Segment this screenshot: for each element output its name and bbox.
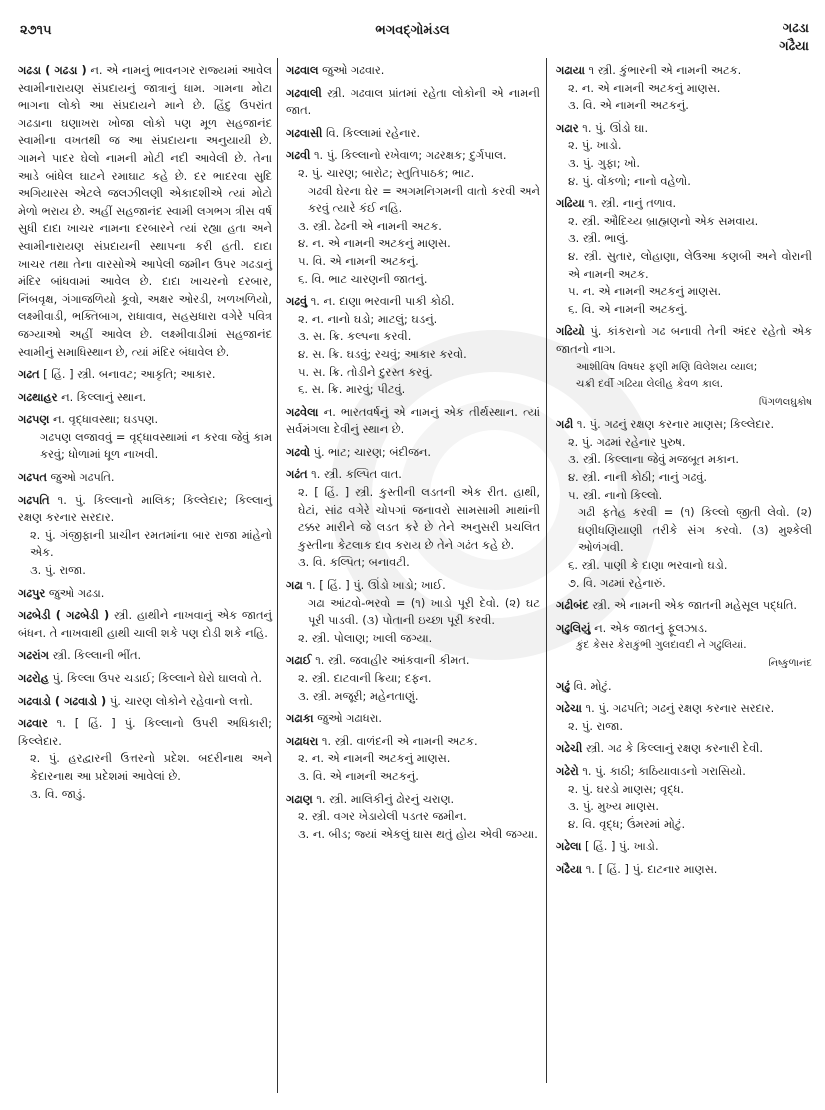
dictionary-entry (18, 670, 272, 688)
entry-definition (556, 700, 812, 718)
definition-text: ન. એક જાતનું ફૂલઝાડ. (594, 620, 708, 635)
entry-definition (18, 469, 272, 487)
headword: ગઢપત (18, 470, 47, 485)
sense: ૩. પું. ગુફા; ખો. (568, 155, 640, 170)
definition-text: ૧. પું. ઊંડો ઘા. (582, 120, 649, 135)
definition-text: પું. કિલ્લા ઉપર ચડાઈ; કિલ્લાને ઘેરો ઘાલવો તે. (52, 671, 262, 685)
headword: ગઢડા ( ગઢડા ) (18, 63, 87, 77)
dictionary-entry (18, 62, 272, 361)
headword: ગઢવી (286, 148, 311, 163)
entry-definition (18, 585, 272, 603)
dictionary-entry (18, 647, 272, 665)
headword: ગઢૈયા (556, 861, 583, 876)
definition-text: [ હિં. ] સ્ત્રી. બનાવટ; આકૃતિ; આકાર. (43, 367, 216, 382)
headword: ગઢીબંદ (556, 598, 589, 613)
sense: ૩. સ્ત્રી. મજૂરી; મહેનતાણું. (298, 688, 419, 703)
headword: ગઢરાંગ (18, 648, 49, 663)
dictionary-entry (18, 715, 272, 803)
dictionary-entry (18, 693, 272, 711)
page-number: ૨૭૧૫ (20, 23, 52, 38)
sense: ૫. સ્ત્રી. નાનો કિલ્લો. (568, 487, 663, 502)
sense: ૪. વિ. વૃદ્ધ; ઉંમરમાં મોટું. (568, 816, 686, 831)
quotation-line: કુંદ કેસર કેરાકુંભી ગુલદાવદી ને ગઢુલિયાં. (576, 639, 747, 652)
definition-text: ન. વૃદ્ધાવસ્થા; ઘડપણ. (52, 412, 159, 427)
definition-text: ૧. સ્ત્રી. માલિકીનું ઢોરનું ચરાણ. (316, 791, 455, 806)
headword: ગઢવાસી (286, 125, 323, 140)
sense: ૨. પું. ગઢમાં રહેનાર પુરુષ. (568, 434, 686, 449)
headword: ગઢથાહર (18, 389, 58, 404)
sense: ૭. વિ. ગઢમાં રહેનારું. (568, 575, 666, 590)
entry-definition (286, 733, 540, 751)
sense: ૩. સ્ત્રી. કિલ્લાના જેવું મજબૂત મકાન. (568, 452, 739, 467)
sense: ૩. સ્ત્રી. ભાલું. (568, 231, 629, 246)
page-header (0, 0, 825, 52)
dictionary-entry (286, 293, 540, 399)
sense: ૨. પું. ઘરડો માણસ; વૃદ્ધ. (568, 781, 684, 796)
sense: ૩. વિ. જાડું. (30, 786, 86, 801)
headword: ગઢુલિયું (556, 620, 591, 635)
sense: ૨. ન. એ નામની અટકનું માણસ. (568, 80, 721, 95)
sense: ૬. સ. ક્રિ. મારવું; પીટવું. (298, 382, 406, 397)
definition-text: જુઓ ગઢવાર. (322, 63, 385, 77)
headword: ગઢેલા (556, 839, 582, 854)
quotation-line: ચક્રી દર્વી ગઢિયા લેલીહ કેવળ કાલ. (576, 378, 724, 391)
entry-definition (556, 678, 812, 696)
entry-definition (556, 597, 812, 615)
sense: ૨. પું. ખાડો. (568, 138, 622, 153)
dictionary-entry (286, 444, 540, 462)
dictionary-entry (286, 733, 540, 786)
sense: ૨. પું. ચારણ; બારોટ; સ્તુતિપાઠક; ભાટ. (298, 165, 475, 180)
entry-definition (18, 389, 272, 407)
headword: ગઢવાર (18, 716, 48, 731)
headword: ગઢંત (286, 467, 308, 482)
quotation-source: પિંગળલઘુકોષ (758, 396, 812, 408)
sense: ૩. પું. રાજા. (30, 563, 86, 578)
entry-definition (18, 366, 272, 384)
entry-definition (286, 147, 540, 165)
definition-text: ૧. પું. કાઠી; કાઠિયાવાડનો ગરાસિયો. (582, 763, 746, 778)
headword: ગઢપણ (18, 412, 50, 427)
definition-text: વિ. કિલ્લામાં રહેનાર. (325, 125, 421, 140)
entry-definition (286, 466, 540, 484)
sense: ૨. [ હિં. ] સ્ત્રી. કુસ્તીની લડતની એક રીત. હાથી, ઘેટાં, સાંઢ વગેરે ચોપગાં જનાવરો સામસામી માથાંની ટક્કર મારીને જે લડત કરે છે તેને અનુસરી પ્રચલિત કુસ્તીના કેટલાક દાવ કરાય છે તેને ગઢંત કહે છે. (298, 485, 540, 552)
definition-text: વિ. મોટું. (573, 678, 612, 693)
definition-text: ૧. ન. દાણા ભરવાની પાકી કોઠી. (310, 294, 455, 309)
headword: ગઢાઈ (286, 653, 312, 668)
definition-text: ૧. સ્ત્રી. કલ્પિત વાત. (311, 467, 402, 482)
headword: ગઢી (556, 417, 574, 432)
entry-definition (18, 411, 272, 429)
quotation-source: નિષ્કુળાનંદ (768, 658, 812, 669)
idiom-phrase: ગઢી ફતેહ કરવી = (૧) કિલ્લો જીતી લેવો. (૨) ધણીધણિયાણી તરીકે સંગ કરવો. (૩) મુશ્કેલી ઓળંગવી. (578, 505, 812, 555)
dictionary-entry (286, 147, 540, 288)
definition-text: પું. ચારણ લોકોને રહેવાનો લત્તો. (109, 693, 253, 708)
sense: ૨. સ્ત્રી. દાટવાની ક્રિયા; દફન. (298, 671, 432, 685)
sense: ૫. ન. એ નામની અટકનું માણસ. (568, 284, 722, 299)
dictionary-entry (286, 791, 540, 844)
definition-text: જુઓ ગઢપતિ. (50, 470, 115, 485)
dictionary-entry (286, 85, 540, 120)
definition-text: સ્ત્રી. એ નામની એક જાતની મહેસૂલ પદ્ધતિ. (592, 598, 798, 613)
entry-definition (18, 62, 272, 361)
headword: ગઢાણ (286, 791, 313, 806)
dictionary-entry (556, 861, 812, 879)
dictionary-entry (18, 411, 272, 464)
dictionary-entry (556, 195, 812, 318)
headword: ગઢા (286, 578, 303, 593)
dictionary-entry (556, 416, 812, 592)
definition-text: જુઓ ગઢડા. (48, 585, 105, 600)
headword: ગઢેરો (556, 763, 579, 778)
entry-definition (286, 710, 540, 728)
dictionary-entry (286, 577, 540, 647)
dictionary-entry (18, 585, 272, 603)
entry-definition (18, 492, 272, 527)
definition-text: ન. કિલ્લાનું સ્થાન. (61, 389, 147, 404)
entry-definition (286, 293, 540, 311)
dictionary-entry (18, 492, 272, 580)
entry-definition (556, 416, 812, 434)
dictionary-entry (286, 125, 540, 143)
definition-text: જુઓ ગઢાધરા. (317, 711, 383, 726)
definition-text: ૧ સ્ત્રી. કુંભારની એ નામની અટક. (588, 63, 742, 77)
sense: ૫. સ. ક્રિ. તોડીને દુરસ્ત કરવું. (298, 364, 433, 379)
sense: ૨. ન. નાનો ઘડો; માટલું; ઘડનું. (298, 311, 438, 326)
headword: ગઢવેલા (286, 404, 319, 419)
quotation-line: આશીવિષ વિષધર ફણી મણિ વિલેશય વ્યાલ; (576, 360, 758, 373)
definition-text: પું. કાંકરાનો ગઢ બનાવી તેની અંદર રહેતો એક જાતનો નાગ. (556, 324, 812, 356)
dictionary-entry (556, 597, 812, 615)
definition-text: સ્ત્રી. ગઢ કે કિલ્લાનું રક્ષણ કરનારી દેવી. (585, 741, 764, 756)
entry-definition (286, 62, 540, 80)
dictionary-entry (556, 62, 812, 115)
sense: ૬. વિ. એ નામની અટકનું. (568, 301, 688, 316)
definition-text: ૧. પું. કિલ્લાનો રખેવાળ; ગઢરક્ષક; દુર્ગપાલ. (313, 148, 507, 163)
entry-definition (556, 195, 812, 213)
sense: ૬. સ્ત્રી. પાણી કે દાણા ભરવાનો ઘડો. (568, 558, 728, 573)
sense: ૫. વિ. એ નામની અટકનું. (298, 253, 419, 268)
dictionary-entry (556, 120, 812, 190)
entry-definition (286, 444, 540, 462)
headword: ગઢત (18, 367, 40, 382)
dictionary-entry (556, 763, 812, 833)
dictionary-entry (286, 710, 540, 728)
sense: ૩. વિ. કલ્પિત; બનાવટી. (298, 555, 410, 570)
definition-text: ૧. પું. ગઢનું રક્ષણ કરનાર માણસ; કિલ્લેદાર. (576, 417, 775, 432)
headword: ગઢું (556, 678, 570, 693)
column-divider (546, 58, 547, 1083)
entry-definition (18, 670, 272, 688)
book-title: ભગવદ્ગોમંડલ (375, 23, 450, 38)
definition-text: ૧. સ્ત્રી. જવાહીર આંકવાની કીમત. (315, 653, 470, 668)
headword: ગઢવું (286, 294, 308, 309)
idiom-phrase: ગઢવી ઘેરના ઘેર = અગમનિગમની વાતો કરવી અને કરવું ત્યારે કંઈ નહિ. (308, 183, 540, 216)
headword: ગઢરોહ (18, 671, 49, 685)
headword: ગઢિયા (556, 196, 585, 211)
sense: ૩. વિ. એ નામની અટકનું. (568, 98, 689, 113)
definition-text: ન. એ નામનું ભાવનગર રાજ્યમાં આવેલ સ્વામીનારાયણ સંપ્રદાયનું જાત્રાનું ધામ. ગામના મોટા ભાગના લોકો આ સંપ્રદાયને માને છે. હિંદુ ઉપરાંત ગઢડાના ઘણાખરા ખોજા લોકો પણ મૂળ સહજાનંદ સ્વામીના વખતથી જ આ સંપ્રદાયના અનુયાયી છે. ગામને પાદર ઘેલો નામની મોટી નદી આવેલી છે. તેના આડે બાંધેલ ઘાટને રમાઘાટ કહે છે. દર ભાદરવા સુદિ અગિયારસ એટલે જલઝીલણી એકાદશીએ ત્યાં મોટો મેળો ભરાય છે. અહીં સહજાનંદ સ્વામી લગભગ ત્રીસ વર્ષ સુધી દાદા ખાચર નામના દરબારને ત્યાં રહ્યા હતા અને સ્વામીનારાયણ સંપ્રદાયની સ્થાપના કરી હતી. દાદા ખાચર તથા તેના વારસોએ આપેલી જમીન ઉપર ગઢડાનું મંદિર બાંધવામાં આવેલ છે. દાદા ખાચરનો દરબાર, નિંબવૃક્ષ, ગંગાજળિયો કૂવો, અક્ષર ઓરડી, ખળખળિયો, લક્ષ્મીવાડી, ભક્તિબાગ, રાધાવાવ, સહસ્રધારા વગેરે પવિત્ર જગ્યાઓ અહીં આવેલ છે. લક્ષ્મીવાડીમાં સહજાનંદ સ્વામીનું સમાધિસ્થાન છે, ત્યાં મંદિર બંધાવેલ છે. (18, 63, 272, 359)
entry-definition (556, 620, 812, 638)
column-divider (277, 58, 278, 1093)
sense: ૨. સ્ત્રી. ઔદિચ્ય બ્રાહ્મણનો એક સમવાય. (568, 213, 759, 228)
sense: ૪. પું. વોંકળો; નાનો વહેળો. (568, 173, 691, 188)
sense: ૨. સ્ત્રી. પોલાણ; ખાલી જગ્યા. (298, 630, 433, 645)
dictionary-entry (18, 366, 272, 384)
definition-text: ૧. સ્ત્રી. વાળંદની એ નામની અટક. (321, 733, 478, 748)
sense: ૪. સ. ક્રિ. ઘડવું; રચવું; આકાર કરવો. (298, 346, 467, 361)
entry-definition (286, 125, 540, 143)
dictionary-entry (556, 678, 812, 696)
idiom-phrase: ગઢપણ લજાવવું = વૃદ્ધાવસ્થામાં ન કરવા જેવું કામ કરવું; ધોળામાં ધૂળ નાખવી. (40, 429, 272, 462)
column-2 (286, 62, 540, 848)
dictionary-entry (18, 389, 272, 407)
sense: ૩. ન. બીડ; જ્યાં એકલું ઘાસ થતું હોય એવી જગ્યા. (298, 826, 538, 841)
entry-definition (286, 577, 540, 595)
sense: ૬. વિ. ભાટ ચારણની જાતનું. (298, 271, 428, 286)
definition-text: [ હિં. ] પું. ખાડો. (585, 839, 659, 854)
dictionary-entry (556, 620, 812, 673)
dictionary-entry (556, 838, 812, 856)
definition-text: સ્ત્રી. હાથીને નાખવાનું એક જાતનું બંધન. તે નાખવાથી હાથી ચાલી શકે પણ દોડી શકે નહિ. (18, 608, 272, 640)
entry-definition (556, 323, 812, 358)
headword: ગઢાયા (556, 63, 585, 77)
sense: ૪. ન. એ નામની અટકનું માણસ. (298, 236, 451, 251)
idiom-phrase: ગઢા આંટવો-ભરવો = (૧) ખાડો પૂરી દેવો. (૨) ઘટ પૂરી પાડવી. (૩) પોતાની ઇચ્છા પૂરી કરવી. (308, 595, 540, 628)
entry-definition (286, 791, 540, 809)
sense: ૪. સ્ત્રી. નાની કોઠી; નાનું ગઢવું. (568, 470, 707, 485)
definition-text: ૧. [ હિં. ] પું. કિલ્લાનો ઉપરી અધિકારી; કિલ્લેદાર. (18, 716, 272, 748)
dictionary-entry (18, 469, 272, 487)
headword: ગઢવાલ (286, 63, 319, 77)
sense: ૩. સ. ક્રિ. કલ્પના કરવી. (298, 329, 412, 344)
sense: ૨. ન. એ નામની અટકનું માણસ. (298, 751, 451, 766)
definition-text: સ્ત્રી. કિલ્લાની ભીંત. (52, 648, 142, 663)
headword: ગઢેચી (556, 741, 583, 756)
sense: ૪. સ્ત્રી. સુતાર, લોહાણા, લેઉઆ કણબી અને વોરાની એ નામની અટક. (568, 248, 812, 281)
sense: ૨. પું. હરદ્વારની ઉત્તરનો પ્રદેશ. બદરીનાથ અને કેદારનાથ આ પ્રદેશમાં આવેલાં છે. (30, 751, 272, 783)
headword: ગઢાકા (286, 711, 314, 726)
definition-text: ન. ભારતવર્ષનું એ નામનું એક તીર્થસ્થાન. ત્યાં સર્વમંગલા દેવીનું સ્થાન છે. (286, 404, 540, 437)
entry-definition (556, 861, 812, 879)
definition-text: ૧. પું. કિલ્લાનો માલિક; કિલ્લેદાર; કિલ્લાનું રક્ષણ કરનાર સરદાર. (18, 492, 272, 525)
entry-definition (556, 740, 812, 758)
sense: ૩. પું. મુખ્ય માણસ. (568, 799, 659, 814)
dictionary-entry (286, 404, 540, 439)
definition-text: ૧. પું. ગઢપતિ; ગઢનું રક્ષણ કરનાર સરદાર. (585, 701, 775, 716)
sense: ૨. પું. ગંજીફાની પ્રાચીન રમતમાંના બાર રાજા માંહેનો એક. (30, 527, 272, 560)
dictionary-entry (556, 740, 812, 758)
entry-definition (286, 652, 540, 670)
headword: ગઢપુર (18, 585, 46, 600)
entry-definition (556, 763, 812, 781)
headword: ગઢબેડી ( ગઢબેડી ) (18, 608, 110, 623)
headword: ગઢાધરા (286, 733, 319, 748)
entry-definition (286, 85, 540, 120)
sense: ૨. સ્ત્રી. વગર ખેડાયેલી પડતર જમીન. (298, 809, 467, 824)
headword: ગઢેચા (556, 701, 582, 716)
entry-definition (556, 62, 812, 80)
headword: ગઢાર (556, 120, 579, 135)
definition-text: પું. ભાટ; ચારણ; બંદીજન. (313, 444, 432, 459)
dictionary-entry (286, 652, 540, 705)
definition-text: સ્ત્રી. ગઢવાલ પ્રાંતમાં રહેતા લોકોની એ નામની જાત. (286, 85, 540, 118)
guide-words (779, 20, 809, 56)
definition-text: ૧. [ હિં. ] પું. ઊંડો ખાડો; ખાઈ. (306, 578, 446, 593)
guide-word-first: ગઢડા (782, 21, 809, 36)
sense: ૩. વિ. એ નામની અટકનું. (298, 768, 419, 783)
guide-word-last: ગઢૈયા (779, 39, 809, 54)
column-1 (18, 62, 272, 808)
entry-definition (18, 607, 272, 642)
headword: ગઢપતિ (18, 492, 50, 507)
column-3 (556, 62, 812, 884)
definition-text: ૧. સ્ત્રી. નાનું તળાવ. (588, 196, 677, 211)
definition-text: ૧. [ હિં. ] પું. દાટનાર માણસ. (585, 861, 718, 876)
entry-definition (556, 838, 812, 856)
entry-definition (18, 647, 272, 665)
dictionary-entry (286, 62, 540, 80)
headword: ગઢવાડો ( ગઢવાડો ) (18, 693, 107, 708)
dictionary-entry (18, 607, 272, 642)
headword: ગઢવો (286, 444, 310, 459)
headword: ગઢિયો (556, 324, 585, 339)
dictionary-entry (556, 323, 812, 411)
headword: ગઢવાલી (286, 85, 322, 100)
entry-definition (18, 693, 272, 711)
entry-definition (556, 120, 812, 138)
sense: ૩. સ્ત્રી. ઢેઢની એ નામની અટક. (298, 218, 442, 233)
entry-definition (18, 715, 272, 750)
sense: ૨. પું. રાજા. (568, 718, 623, 733)
entry-definition (286, 404, 540, 439)
dictionary-entry (556, 700, 812, 735)
dictionary-entry (286, 466, 540, 572)
